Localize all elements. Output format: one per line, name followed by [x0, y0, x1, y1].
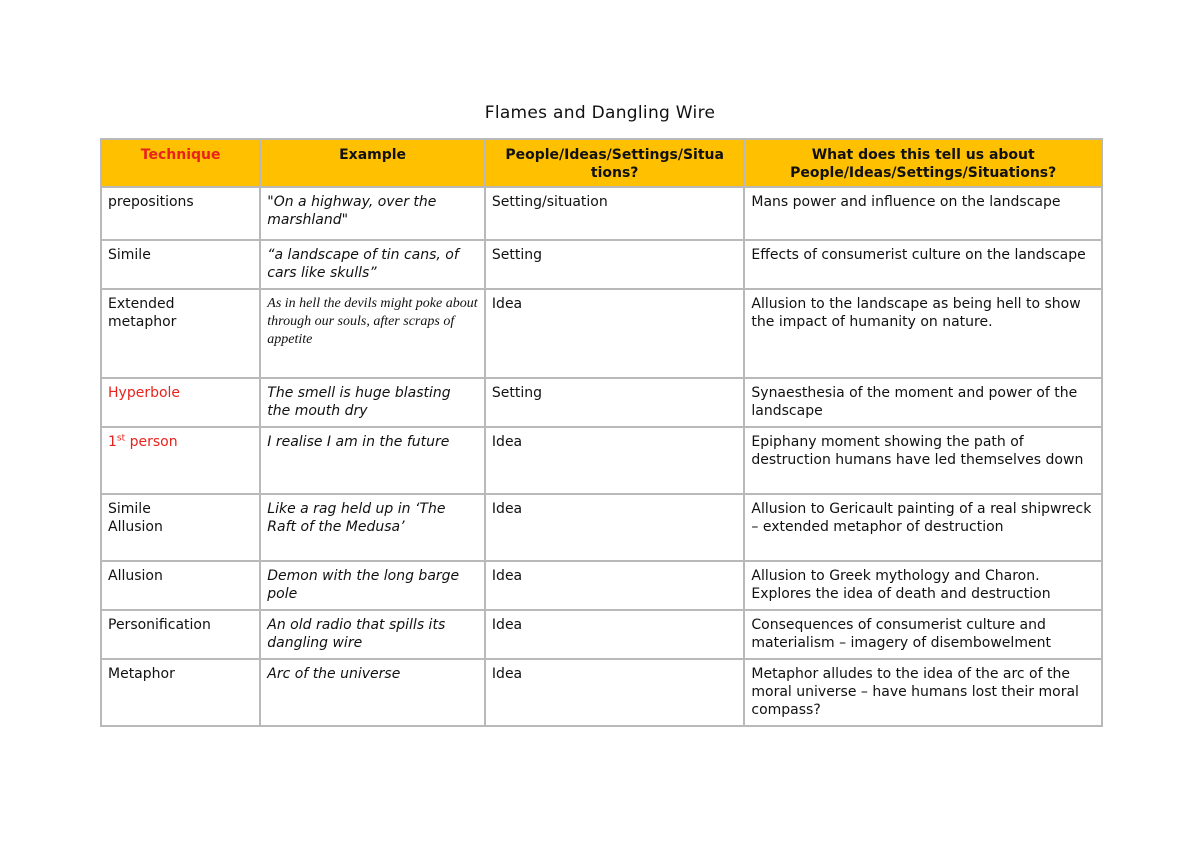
- people-cell: Idea: [485, 427, 744, 494]
- header-what-does-this-tell: What does this tell us about People/Ideas/Settings/Situations?: [744, 139, 1102, 187]
- technique-cell: Simile Allusion: [101, 494, 260, 561]
- table-row: [101, 289, 1102, 378]
- people-cell: Setting/situation: [485, 187, 744, 240]
- what-cell: Mans power and influence on the landscape: [744, 187, 1102, 240]
- technique-word: person: [125, 434, 178, 450]
- example-cell: “a landscape of tin cans, of cars like skulls”: [260, 240, 485, 289]
- table-row: [101, 494, 1102, 561]
- people-cell: Idea: [485, 289, 744, 378]
- header-people-ideas: People/Ideas/Settings/Situa tions?: [485, 139, 744, 187]
- example-cell: "On a highway, over the marshland": [260, 187, 485, 240]
- example-cell: Like a rag held up in ‘The Raft of the Medusa’: [260, 494, 485, 561]
- technique-cell: Hyperbole: [101, 378, 260, 427]
- people-cell: Setting: [485, 240, 744, 289]
- what-cell: Consequences of consumerist culture and materialism – imagery of disembowelment: [744, 610, 1102, 659]
- technique-cell: Simile: [101, 240, 260, 289]
- what-cell: Allusion to Gericault painting of a real shipwreck – extended metaphor of destruction: [744, 494, 1102, 561]
- what-cell: Effects of consumerist culture on the landscape: [744, 240, 1102, 289]
- what-cell: Synaesthesia of the moment and power of the landscape: [744, 378, 1102, 427]
- table-row: [101, 240, 1102, 289]
- technique-cell: Metaphor: [101, 659, 260, 726]
- page-title: Flames and Dangling Wire: [484, 103, 716, 123]
- technique-ordinal: st: [116, 433, 126, 444]
- people-cell: Idea: [485, 610, 744, 659]
- table-row: [101, 427, 1102, 494]
- example-cell: I realise I am in the future: [260, 427, 485, 494]
- technique-number: 1: [108, 434, 117, 450]
- technique-cell: prepositions: [101, 187, 260, 240]
- what-cell: Allusion to the landscape as being hell to show the impact of humanity on nature.: [744, 289, 1102, 378]
- table-row: [101, 659, 1102, 726]
- technique-cell: Extended metaphor: [101, 289, 260, 378]
- table-row: [101, 610, 1102, 659]
- table-row: [101, 187, 1102, 240]
- example-cell: The smell is huge blasting the mouth dry: [260, 378, 485, 427]
- table-row: [101, 561, 1102, 610]
- technique-cell: Allusion: [101, 561, 260, 610]
- what-cell: Epiphany moment showing the path of destruction humans have led themselves down: [744, 427, 1102, 494]
- table-header-row: [101, 139, 1102, 187]
- people-cell: Idea: [485, 494, 744, 561]
- header-technique: Technique: [101, 139, 260, 187]
- what-cell: Allusion to Greek mythology and Charon. Explores the idea of death and destruction: [744, 561, 1102, 610]
- analysis-table: [100, 138, 1103, 727]
- example-cell: Demon with the long barge pole: [260, 561, 485, 610]
- example-cell: An old radio that spills its dangling wire: [260, 610, 485, 659]
- header-example: Example: [260, 139, 485, 187]
- example-cell: As in hell the devils might poke about through our souls, after scraps of appetite: [260, 289, 485, 378]
- table-row: [101, 378, 1102, 427]
- technique-cell: Personification: [101, 610, 260, 659]
- people-cell: Idea: [485, 561, 744, 610]
- example-cell: Arc of the universe: [260, 659, 485, 726]
- what-cell: Metaphor alludes to the idea of the arc of the moral universe – have humans lost their moral compass?: [744, 659, 1102, 726]
- people-cell: Setting: [485, 378, 744, 427]
- people-cell: Idea: [485, 659, 744, 726]
- technique-cell: [101, 427, 260, 494]
